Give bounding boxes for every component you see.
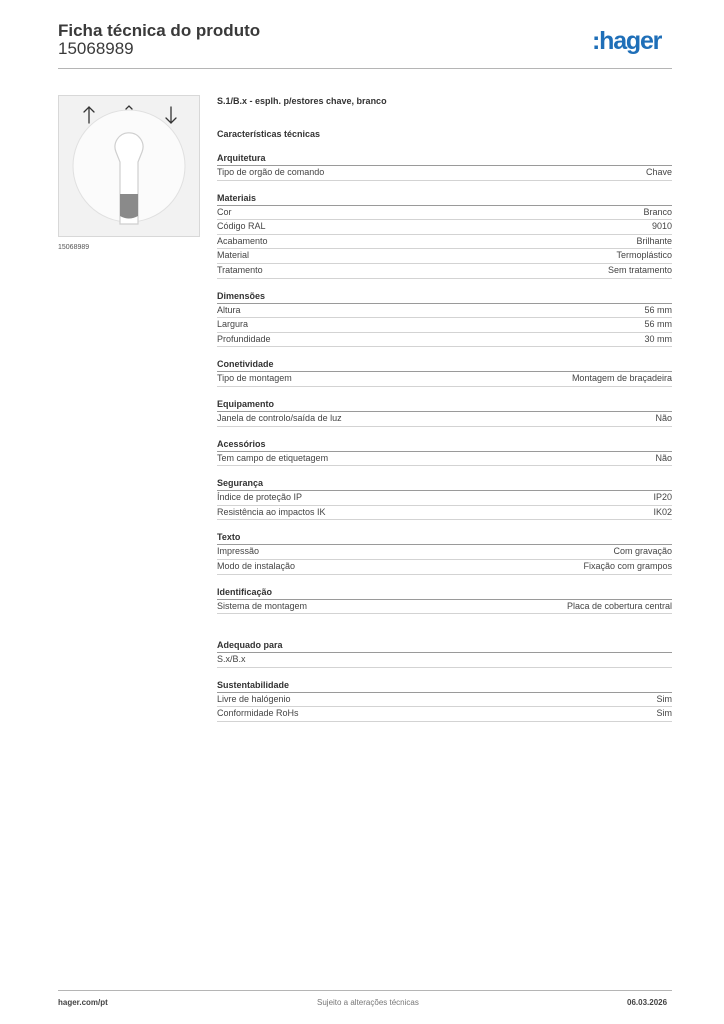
spec-label: Cor — [217, 206, 232, 217]
spec-label: Código RAL — [217, 221, 266, 232]
spec-row — [217, 235, 672, 250]
spec-value: Branco — [643, 206, 672, 217]
spec-section — [217, 586, 672, 615]
spec-row — [217, 249, 672, 264]
spec-row — [217, 206, 672, 221]
spec-row — [217, 452, 672, 467]
header-divider — [58, 68, 672, 69]
spec-label: Janela de controlo/saída de luz — [217, 412, 342, 423]
spec-label: Acabamento — [217, 235, 268, 246]
footer-disclaimer: Sujeito a alterações técnicas — [317, 998, 419, 1007]
spec-section — [217, 398, 672, 427]
key-switch-plate-icon — [59, 96, 199, 236]
section-title: Acessórios — [217, 438, 672, 452]
spec-value: Sim — [656, 693, 672, 704]
spec-row — [217, 372, 672, 387]
spec-row — [217, 693, 672, 708]
spec-value: IP20 — [653, 492, 672, 503]
spec-value: Termoplástico — [616, 250, 672, 261]
spec-label: Tipo de montagem — [217, 373, 292, 384]
spec-section — [217, 192, 672, 279]
spec-value: Placa de cobertura central — [566, 600, 672, 611]
spec-row — [217, 333, 672, 348]
spec-row — [217, 600, 672, 615]
spec-section — [217, 290, 672, 348]
section-title: Sustentabilidade — [217, 679, 672, 693]
spec-row — [217, 318, 672, 333]
spec-value: 56 mm — [644, 319, 672, 330]
spec-value: Brilhante — [636, 235, 672, 246]
spec-value: Chave — [645, 167, 672, 177]
footer-divider — [58, 990, 672, 991]
spec-section — [217, 152, 672, 181]
section-title: Conetividade — [217, 358, 672, 372]
spec-value: IK02 — [653, 506, 672, 517]
spec-row — [217, 707, 672, 722]
spec-label: Sistema de montagem — [217, 600, 308, 611]
spec-section — [217, 679, 672, 722]
spec-sections — [217, 152, 672, 722]
spec-row — [217, 220, 672, 235]
product-image — [58, 95, 200, 237]
section-title: Adequado para — [217, 639, 672, 653]
spec-row — [217, 166, 672, 181]
spec-section — [217, 639, 672, 668]
spec-value: Sim — [656, 708, 672, 719]
spec-row — [217, 491, 672, 506]
spec-row — [217, 560, 672, 575]
section-title: Equipamento — [217, 398, 672, 412]
spec-label: Livre de halógenio — [217, 693, 291, 704]
spec-label: Profundidade — [217, 333, 271, 344]
spec-row — [217, 653, 672, 668]
spec-section — [217, 477, 672, 520]
section-title: Arquitetura — [217, 152, 672, 166]
spec-row — [217, 545, 672, 560]
spec-value: Não — [655, 452, 672, 463]
spec-value: 9010 — [651, 221, 672, 232]
spec-value: Fixação com grampos — [583, 560, 672, 571]
spec-value: Não — [655, 412, 672, 423]
section-title: Dimensões — [217, 290, 672, 304]
page-title: Ficha técnica do produto — [58, 21, 261, 40]
spec-section — [217, 531, 672, 574]
product-name: S.1/B.x - esplh. p/estores chave, branco — [217, 96, 387, 106]
spec-label: Impressão — [217, 546, 260, 557]
spec-row — [217, 506, 672, 521]
spec-label: Largura — [217, 319, 249, 330]
spec-row — [217, 264, 672, 279]
spec-label: Índice de proteção IP — [217, 492, 303, 503]
spec-value: Montagem de braçadeira — [571, 373, 672, 384]
spec-label: Tipo de orgão de comando — [217, 167, 325, 177]
spec-label: Material — [217, 250, 250, 261]
spec-row — [217, 304, 672, 319]
spec-row — [217, 412, 672, 427]
image-caption: 15068989 — [58, 244, 90, 251]
spec-label: Conformidade RoHs — [217, 708, 299, 719]
spec-value: Sem tratamento — [607, 264, 672, 275]
section-title: Identificação — [217, 586, 672, 600]
footer-website: hager.com/pt — [58, 998, 108, 1007]
spec-label: S.x/B.x — [217, 654, 246, 665]
spec-label: Resistência ao impactos IK — [217, 506, 326, 517]
spec-label: Altura — [217, 304, 241, 315]
spec-section — [217, 358, 672, 387]
spec-value: Com gravação — [613, 546, 672, 557]
section-title: Materiais — [217, 192, 672, 206]
spec-label: Tratamento — [217, 264, 263, 275]
section-title: Segurança — [217, 477, 672, 491]
spec-value: 56 mm — [644, 304, 672, 315]
hager-logo: :hager — [592, 27, 662, 55]
main-heading: Características técnicas — [217, 129, 321, 139]
spec-label: Modo de instalação — [217, 560, 296, 571]
spec-value: 30 mm — [644, 333, 672, 344]
spec-section — [217, 438, 672, 467]
product-code: 15068989 — [58, 39, 134, 58]
spec-content — [217, 92, 672, 722]
section-title: Texto — [217, 531, 672, 545]
spec-label: Tem campo de etiquetagem — [217, 452, 329, 463]
footer-date: 06.03.2026 — [627, 998, 668, 1007]
